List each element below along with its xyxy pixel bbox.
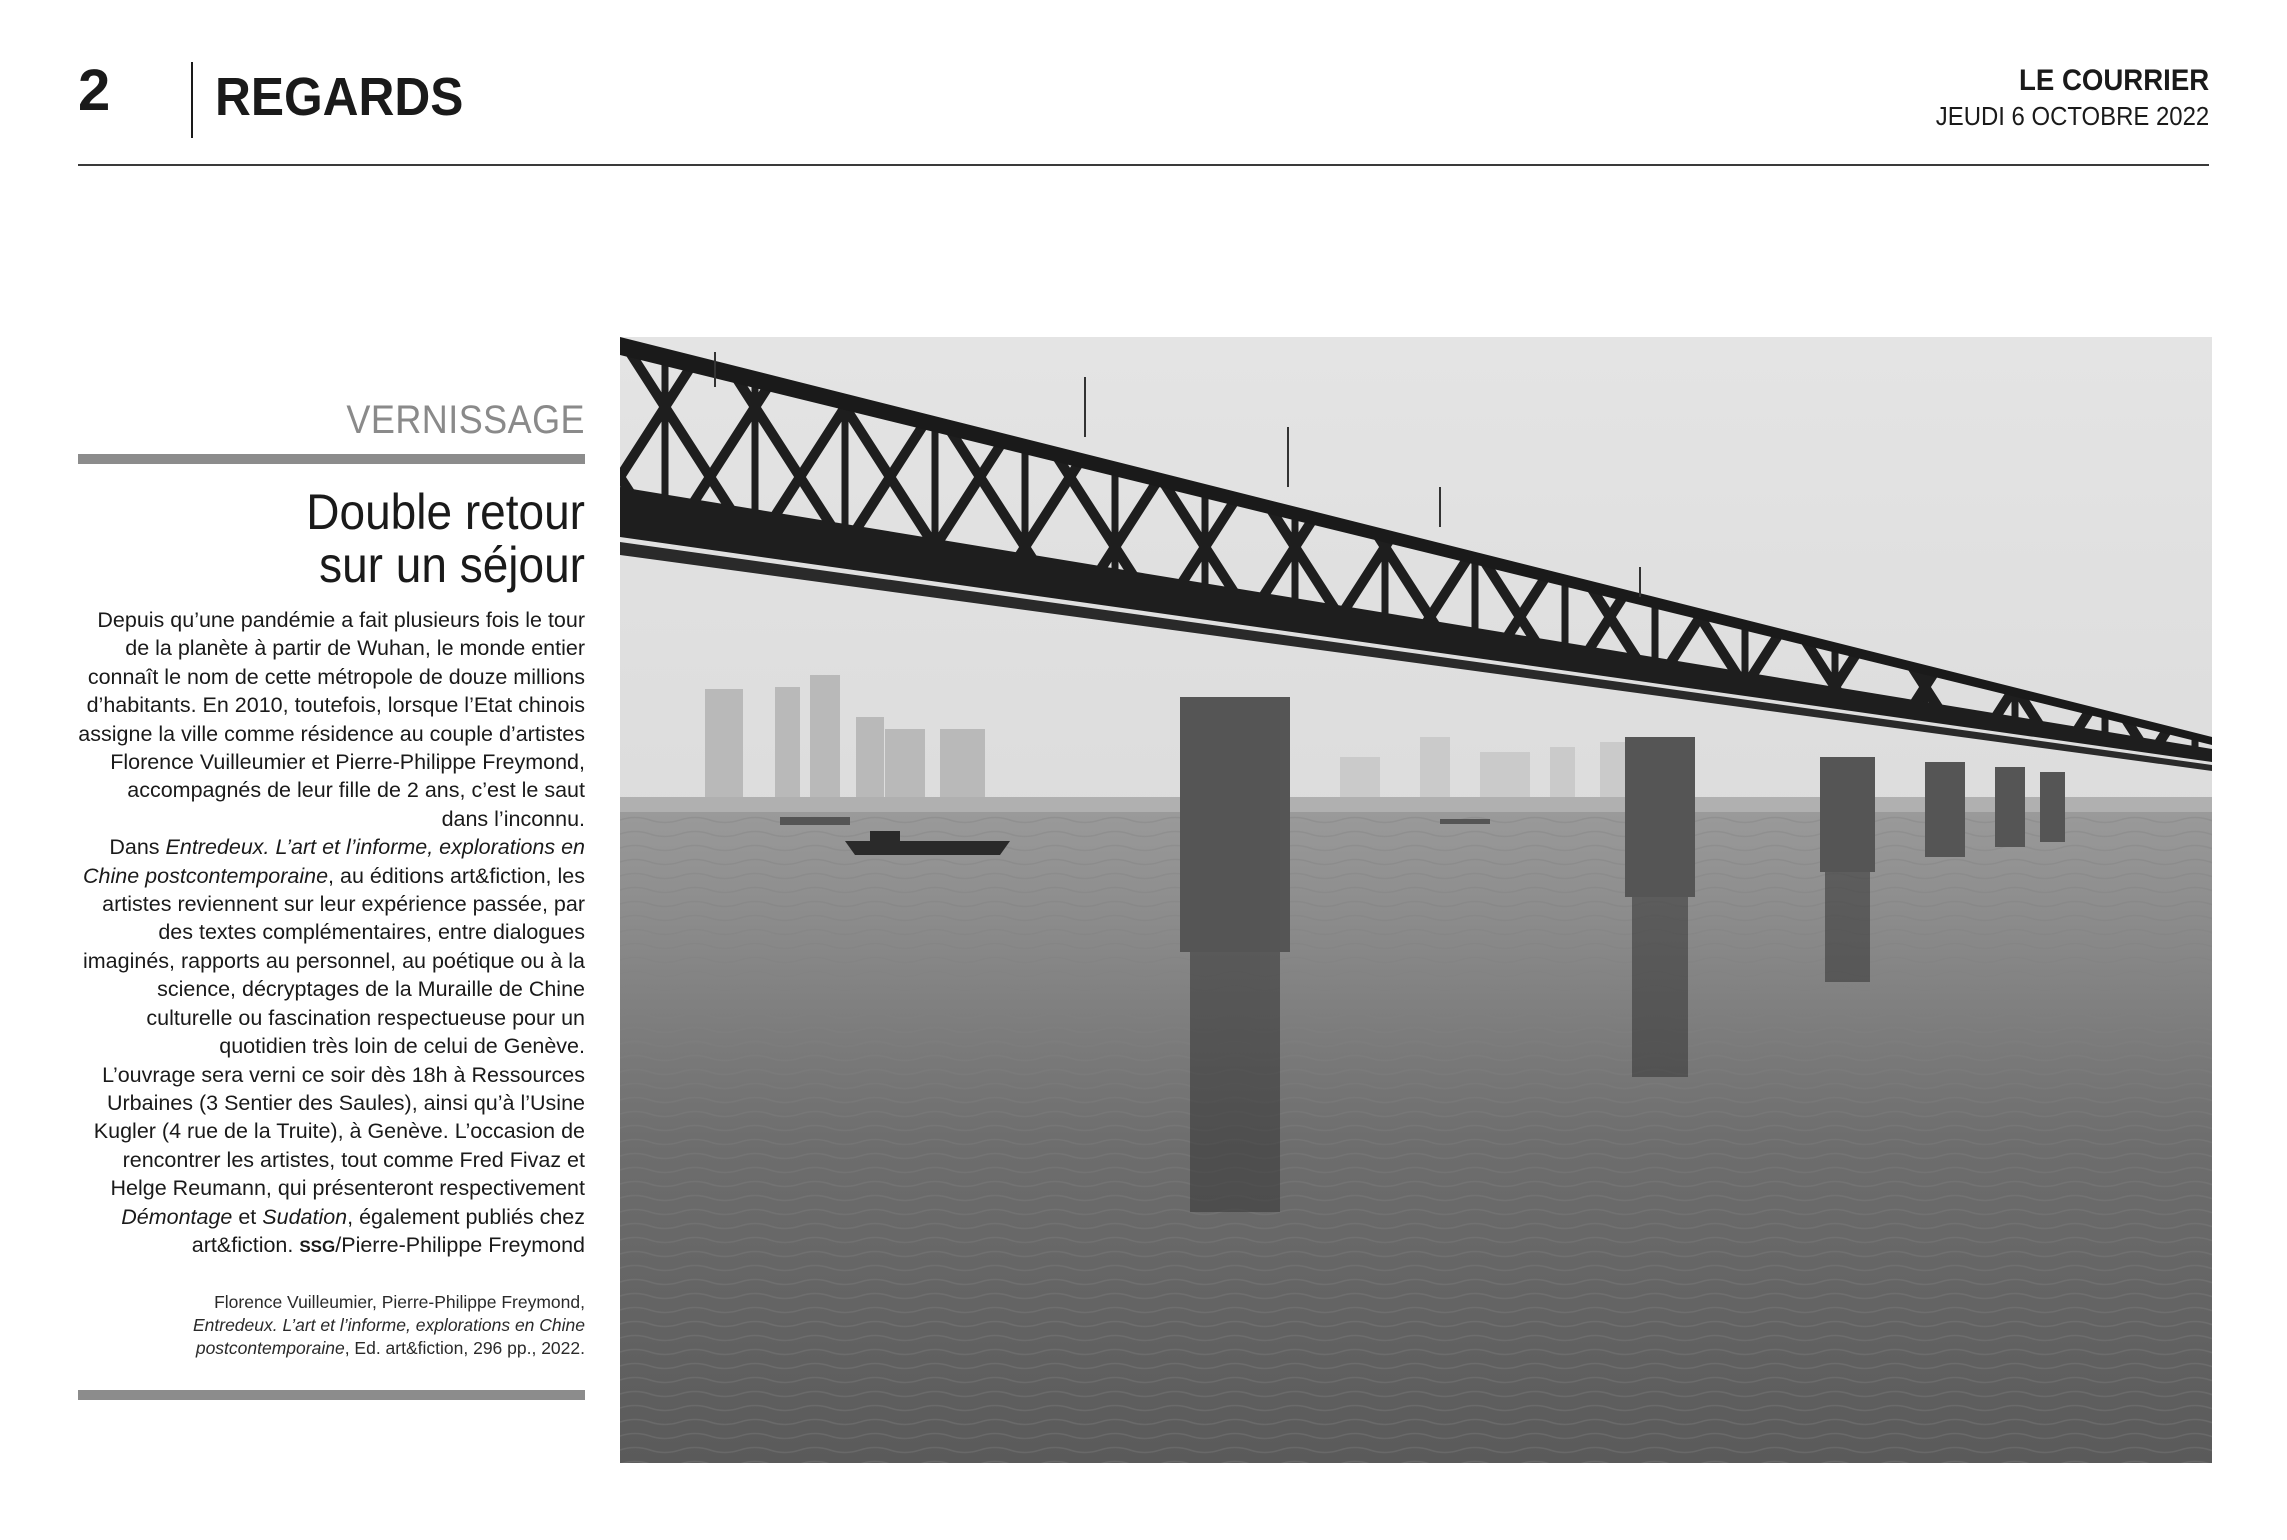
header-divider (191, 62, 193, 138)
book-title: Entredeux. L’art et l’informe, explorations en Chine postcontemporaine (83, 835, 585, 888)
article (78, 400, 585, 1400)
page-number: 2 (78, 58, 111, 123)
paragraph-2 (78, 833, 585, 1060)
publisher-info: , Ed. art&fiction, 296 pp., 2022. (344, 1338, 585, 1359)
book-title-demontage: Démontage (121, 1204, 233, 1229)
paragraph-3 (78, 1061, 585, 1262)
book-authors: Florence Vuilleumier, Pierre-Philippe Freymond, (214, 1292, 585, 1313)
p3-mid: et (232, 1204, 263, 1229)
book-reference-title: Entredeux. L’art et l’informe, explorations en Chine postcontemporaine (192, 1315, 585, 1359)
article-headline (119, 486, 585, 592)
header-rule (78, 164, 2209, 166)
book-title-sudation: Sudation (262, 1204, 348, 1229)
headline-line-2: sur un séjour (319, 537, 585, 593)
p3-rest: , également publiés chez art&fiction. (191, 1204, 585, 1257)
issue-date: JEUDI 6 OCTOBRE 2022 (1935, 101, 2209, 131)
masthead (1912, 64, 2209, 132)
headline-line-1: Double retour (306, 484, 585, 540)
book-details (78, 1314, 585, 1360)
p2-lead: Dans (109, 835, 166, 860)
p3-lead: L’ouvrage sera verni ce soir dès 18h à Ressources Urbaines (3 Sentier des Saules), ainsi qu’à l’Usine Kugler (4 rue de la Truite), à Genève. L’occasion de rencontrer les artistes, tout comme Fred Fivaz et Helge Reumann, qui présenteront respectivement (93, 1062, 585, 1201)
section-title: REGARDS (215, 67, 464, 127)
kicker-rule (78, 454, 585, 464)
newspaper-name: LE COURRIER (2018, 64, 2209, 97)
p2-rest: , au éditions art&fiction, les artistes reviennent sur leur expérience passée, par des textes complémentaires, entre dialogues imaginés, rapports au personnel, au poétique ou à la science, décryptages de la Muraille de Chine culturelle ou fascination respectueuse pour un quotidien très loin de celui de Genève. (82, 863, 585, 1059)
article-body (78, 606, 585, 1261)
book-reference (78, 1291, 585, 1360)
bottom-rule (78, 1390, 585, 1400)
byline-credit: /Pierre-Philippe Freymond (335, 1232, 585, 1257)
paragraph-1: Depuis qu’une pandémie a fait plusieurs fois le tour de la planète à partir de Wuhan, le monde entier connaît le nom de cette métropole de douze millions d’habitants. En 2010, toutefois, lorsque l’Etat chinois assigne la ville comme résidence au couple d’artistes Florence Vuilleumier et Pierre-Philippe Freymond, accompagnés de leur fille de 2 ans, c’est le saut dans l’inconnu. (78, 608, 585, 831)
byline-initials: SSG (299, 1236, 336, 1256)
article-kicker: VERNISSAGE (346, 398, 585, 442)
bridge-over-river-photo (620, 337, 2212, 1463)
